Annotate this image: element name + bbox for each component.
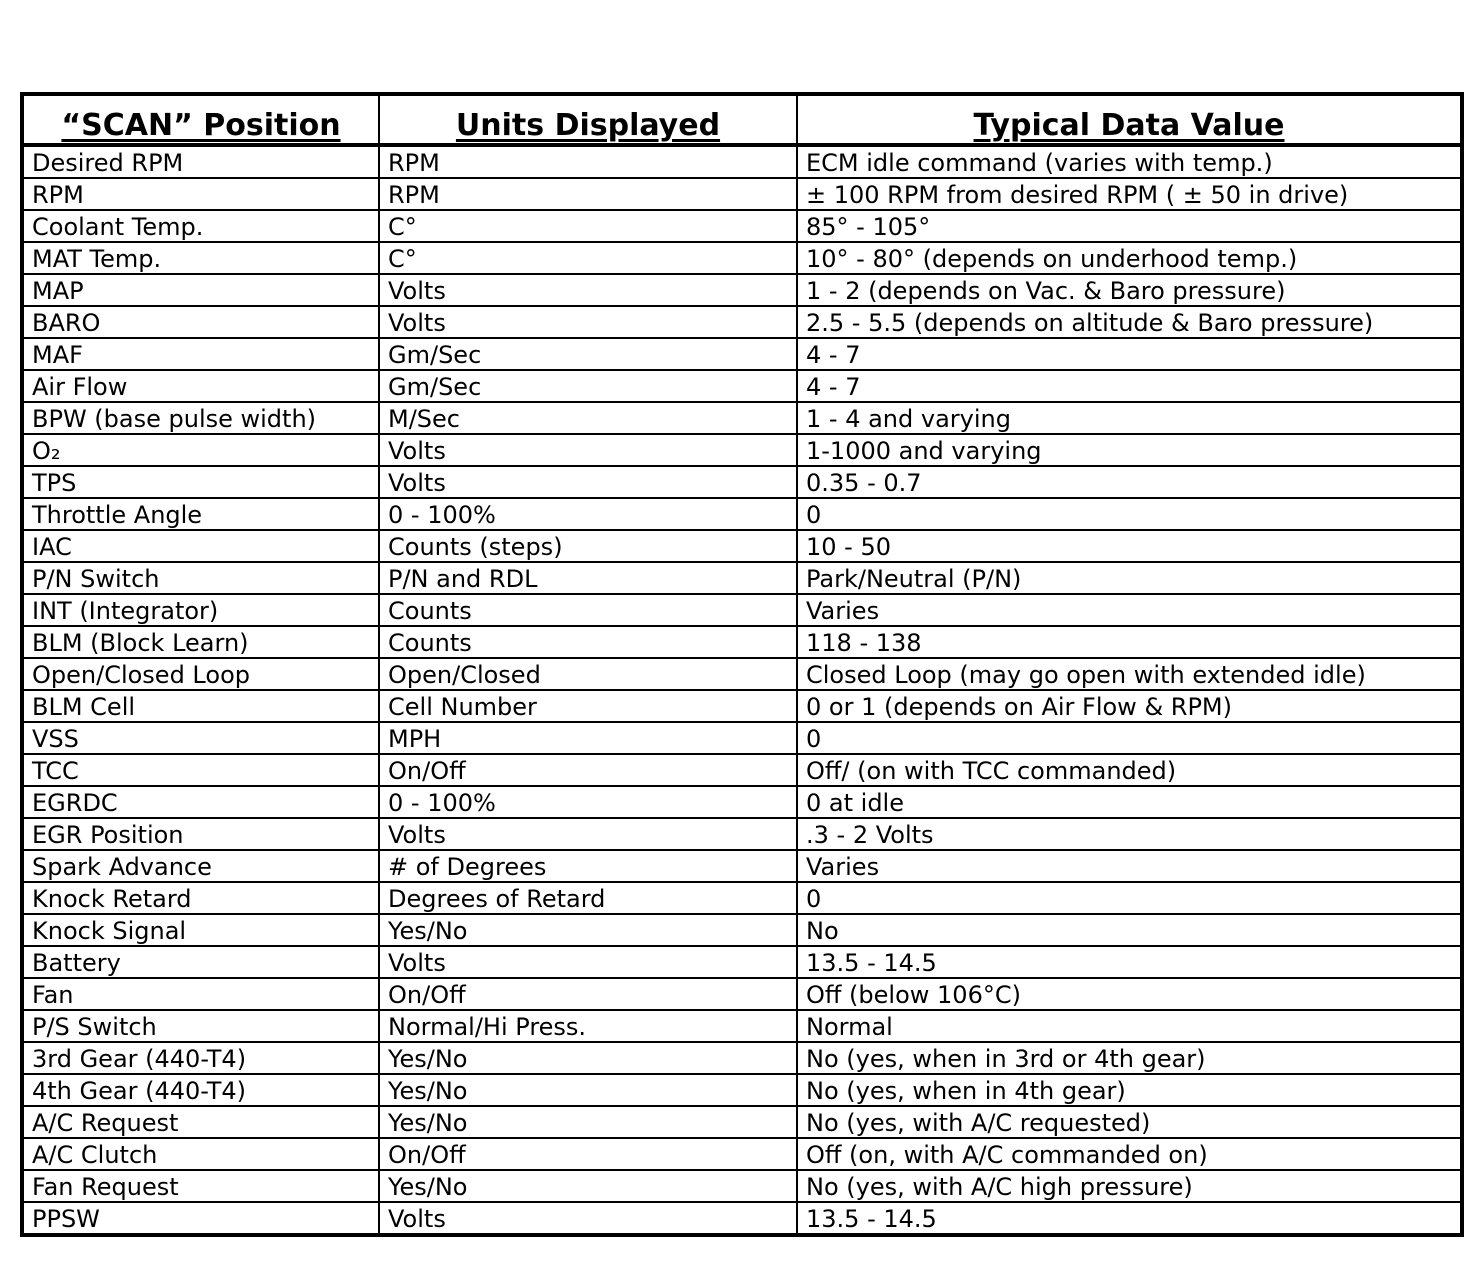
- cell-scan-position: Throttle Angle: [22, 498, 379, 530]
- cell-units-displayed: Yes/No: [379, 1170, 797, 1202]
- table-row: [22, 818, 1462, 850]
- cell-typical-data-value: 1 - 4 and varying: [797, 402, 1462, 434]
- cell-typical-data-value: 2.5 - 5.5 (depends on altitude & Baro pressure): [797, 306, 1462, 338]
- table-row: [22, 658, 1462, 690]
- cell-typical-data-value: No (yes, when in 3rd or 4th gear): [797, 1042, 1462, 1074]
- cell-scan-position: BPW (base pulse width): [22, 402, 379, 434]
- cell-typical-data-value: 10° - 80° (depends on underhood temp.): [797, 242, 1462, 274]
- table-row: [22, 690, 1462, 722]
- cell-typical-data-value: No (yes, with A/C requested): [797, 1106, 1462, 1138]
- cell-scan-position: EGRDC: [22, 786, 379, 818]
- table-row: [22, 1170, 1462, 1202]
- table-row: [22, 402, 1462, 434]
- cell-scan-position: P/S Switch: [22, 1010, 379, 1042]
- header-typical-data-value: Typical Data Value: [797, 94, 1462, 145]
- cell-typical-data-value: 13.5 - 14.5: [797, 1202, 1462, 1235]
- cell-units-displayed: Degrees of Retard: [379, 882, 797, 914]
- table-row: [22, 274, 1462, 306]
- table-row: [22, 1074, 1462, 1106]
- cell-typical-data-value: 10 - 50: [797, 530, 1462, 562]
- cell-typical-data-value: .3 - 2 Volts: [797, 818, 1462, 850]
- cell-units-displayed: Normal/Hi Press.: [379, 1010, 797, 1042]
- cell-units-displayed: Open/Closed: [379, 658, 797, 690]
- cell-typical-data-value: Park/Neutral (P/N): [797, 562, 1462, 594]
- cell-units-displayed: Volts: [379, 1202, 797, 1235]
- table-row: [22, 370, 1462, 402]
- cell-units-displayed: Gm/Sec: [379, 338, 797, 370]
- cell-units-displayed: 0 - 100%: [379, 786, 797, 818]
- table-body: [22, 145, 1462, 1235]
- header-units-displayed: Units Displayed: [379, 94, 797, 145]
- cell-typical-data-value: ECM idle command (varies with temp.): [797, 145, 1462, 178]
- cell-scan-position: Knock Signal: [22, 914, 379, 946]
- cell-typical-data-value: 0.35 - 0.7: [797, 466, 1462, 498]
- cell-units-displayed: C°: [379, 242, 797, 274]
- cell-units-displayed: Cell Number: [379, 690, 797, 722]
- cell-typical-data-value: Off (on, with A/C commanded on): [797, 1138, 1462, 1170]
- cell-units-displayed: Yes/No: [379, 1074, 797, 1106]
- cell-units-displayed: C°: [379, 210, 797, 242]
- table-row: [22, 562, 1462, 594]
- cell-scan-position: INT (Integrator): [22, 594, 379, 626]
- table-row: [22, 1138, 1462, 1170]
- table-row: [22, 786, 1462, 818]
- table-row: [22, 1010, 1462, 1042]
- cell-scan-position: 3rd Gear (440-T4): [22, 1042, 379, 1074]
- cell-units-displayed: RPM: [379, 145, 797, 178]
- table-row: [22, 1106, 1462, 1138]
- cell-units-displayed: M/Sec: [379, 402, 797, 434]
- cell-typical-data-value: 4 - 7: [797, 370, 1462, 402]
- cell-scan-position: A/C Clutch: [22, 1138, 379, 1170]
- cell-scan-position: Desired RPM: [22, 145, 379, 178]
- cell-typical-data-value: Normal: [797, 1010, 1462, 1042]
- table-row: [22, 338, 1462, 370]
- cell-typical-data-value: 1-1000 and varying: [797, 434, 1462, 466]
- cell-typical-data-value: No (yes, when in 4th gear): [797, 1074, 1462, 1106]
- table-row: [22, 882, 1462, 914]
- table-row: [22, 754, 1462, 786]
- cell-typical-data-value: 0: [797, 498, 1462, 530]
- cell-scan-position: Knock Retard: [22, 882, 379, 914]
- cell-typical-data-value: 85° - 105°: [797, 210, 1462, 242]
- cell-units-displayed: Counts: [379, 594, 797, 626]
- cell-units-displayed: Volts: [379, 274, 797, 306]
- cell-typical-data-value: Varies: [797, 594, 1462, 626]
- table-row: [22, 242, 1462, 274]
- cell-scan-position: Air Flow: [22, 370, 379, 402]
- cell-scan-position: BARO: [22, 306, 379, 338]
- cell-scan-position: A/C Request: [22, 1106, 379, 1138]
- table-row: [22, 946, 1462, 978]
- cell-units-displayed: 0 - 100%: [379, 498, 797, 530]
- cell-units-displayed: Gm/Sec: [379, 370, 797, 402]
- cell-scan-position: P/N Switch: [22, 562, 379, 594]
- cell-units-displayed: Volts: [379, 818, 797, 850]
- table-row: [22, 530, 1462, 562]
- cell-units-displayed: Yes/No: [379, 914, 797, 946]
- cell-scan-position: MAT Temp.: [22, 242, 379, 274]
- table-row: [22, 434, 1462, 466]
- cell-typical-data-value: 0: [797, 882, 1462, 914]
- cell-scan-position: Battery: [22, 946, 379, 978]
- cell-scan-position: 4th Gear (440-T4): [22, 1074, 379, 1106]
- cell-units-displayed: Volts: [379, 946, 797, 978]
- cell-units-displayed: Volts: [379, 306, 797, 338]
- table-row: [22, 978, 1462, 1010]
- cell-scan-position: PPSW: [22, 1202, 379, 1235]
- table-row: [22, 178, 1462, 210]
- table-row: [22, 498, 1462, 530]
- cell-scan-position: EGR Position: [22, 818, 379, 850]
- cell-scan-position: Fan: [22, 978, 379, 1010]
- cell-units-displayed: MPH: [379, 722, 797, 754]
- scan-data-table: [20, 92, 1464, 1237]
- cell-scan-position: Coolant Temp.: [22, 210, 379, 242]
- cell-scan-position: VSS: [22, 722, 379, 754]
- cell-units-displayed: Counts: [379, 626, 797, 658]
- table-row: [22, 466, 1462, 498]
- cell-units-displayed: RPM: [379, 178, 797, 210]
- cell-scan-position: TPS: [22, 466, 379, 498]
- cell-typical-data-value: 1 - 2 (depends on Vac. & Baro pressure): [797, 274, 1462, 306]
- cell-typical-data-value: No (yes, with A/C high pressure): [797, 1170, 1462, 1202]
- cell-scan-position: Open/Closed Loop: [22, 658, 379, 690]
- cell-typical-data-value: 0: [797, 722, 1462, 754]
- table-row: [22, 1042, 1462, 1074]
- cell-typical-data-value: 0 or 1 (depends on Air Flow & RPM): [797, 690, 1462, 722]
- cell-scan-position: IAC: [22, 530, 379, 562]
- cell-units-displayed: P/N and RDL: [379, 562, 797, 594]
- table-header: [22, 94, 1462, 145]
- cell-typical-data-value: Closed Loop (may go open with extended idle): [797, 658, 1462, 690]
- cell-units-displayed: Yes/No: [379, 1106, 797, 1138]
- cell-units-displayed: Counts (steps): [379, 530, 797, 562]
- cell-scan-position: O₂: [22, 434, 379, 466]
- cell-typical-data-value: 0 at idle: [797, 786, 1462, 818]
- header-row: [22, 94, 1462, 145]
- table-row: [22, 594, 1462, 626]
- cell-units-displayed: Volts: [379, 434, 797, 466]
- cell-units-displayed: On/Off: [379, 1138, 797, 1170]
- cell-units-displayed: On/Off: [379, 978, 797, 1010]
- table-row: [22, 210, 1462, 242]
- cell-scan-position: Spark Advance: [22, 850, 379, 882]
- cell-units-displayed: On/Off: [379, 754, 797, 786]
- cell-typical-data-value: Varies: [797, 850, 1462, 882]
- header-scan-position: “SCAN” Position: [22, 94, 379, 145]
- cell-scan-position: MAP: [22, 274, 379, 306]
- cell-typical-data-value: 118 - 138: [797, 626, 1462, 658]
- cell-typical-data-value: Off/ (on with TCC commanded): [797, 754, 1462, 786]
- cell-scan-position: TCC: [22, 754, 379, 786]
- table-row: [22, 914, 1462, 946]
- table-row: [22, 626, 1462, 658]
- cell-units-displayed: Volts: [379, 466, 797, 498]
- cell-scan-position: MAF: [22, 338, 379, 370]
- table-row: [22, 145, 1462, 178]
- cell-scan-position: Fan Request: [22, 1170, 379, 1202]
- table-row: [22, 1202, 1462, 1235]
- cell-units-displayed: Yes/No: [379, 1042, 797, 1074]
- table-row: [22, 306, 1462, 338]
- cell-typical-data-value: No: [797, 914, 1462, 946]
- table-row: [22, 850, 1462, 882]
- cell-typical-data-value: ± 100 RPM from desired RPM ( ± 50 in drive): [797, 178, 1462, 210]
- cell-typical-data-value: 13.5 - 14.5: [797, 946, 1462, 978]
- cell-typical-data-value: Off (below 106°C): [797, 978, 1462, 1010]
- cell-scan-position: RPM: [22, 178, 379, 210]
- table-row: [22, 722, 1462, 754]
- cell-typical-data-value: 4 - 7: [797, 338, 1462, 370]
- cell-units-displayed: # of Degrees: [379, 850, 797, 882]
- cell-scan-position: BLM Cell: [22, 690, 379, 722]
- cell-scan-position: BLM (Block Learn): [22, 626, 379, 658]
